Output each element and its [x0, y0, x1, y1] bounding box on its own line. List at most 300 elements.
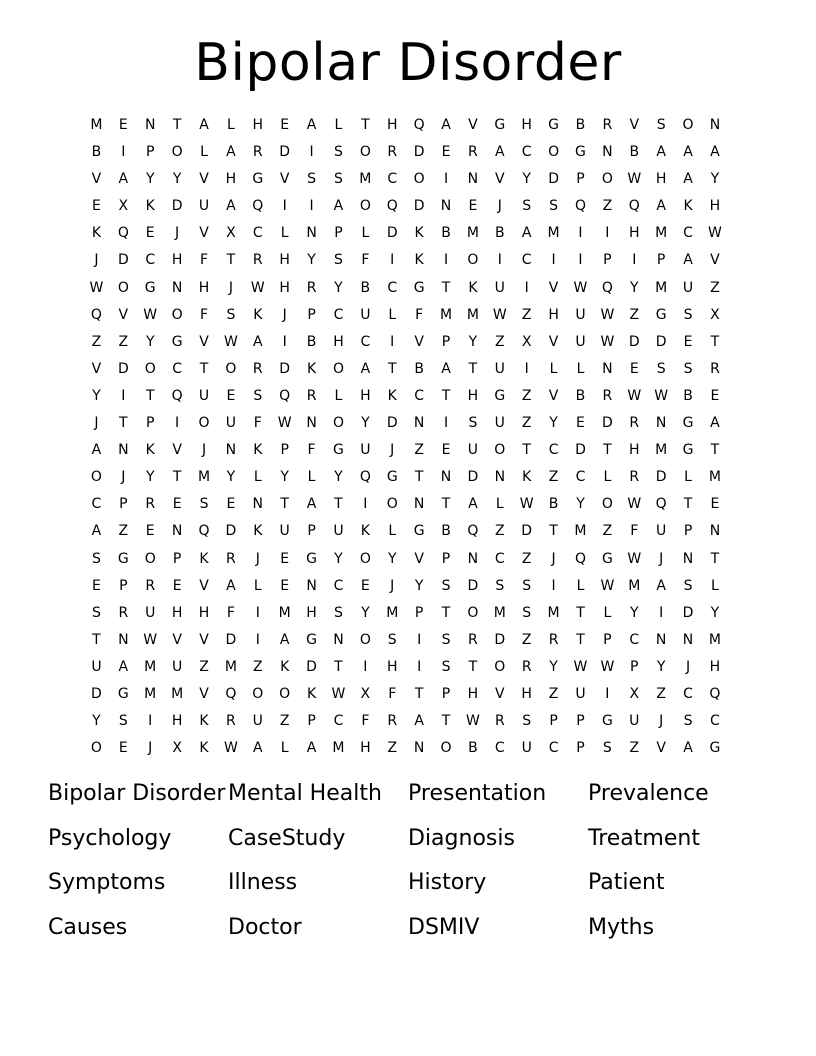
grid-letter: M	[466, 306, 479, 323]
grid-letter: S	[387, 631, 397, 648]
grid-letter: Q	[198, 523, 210, 540]
grid-letter: R	[387, 713, 398, 730]
grid-letter: U	[225, 415, 237, 432]
grid-letter: G	[682, 442, 694, 459]
word-list-item: Patient	[588, 870, 665, 896]
grid-letter: G	[601, 550, 613, 567]
grid-letter: W	[600, 658, 615, 675]
grid-letter: A	[333, 198, 344, 215]
grid-letter: A	[279, 631, 290, 648]
grid-letter: P	[119, 496, 128, 513]
grid-letter: C	[521, 252, 532, 269]
grid-letter: D	[225, 631, 237, 648]
grid-letter: J	[121, 469, 126, 486]
grid-letter: T	[226, 252, 236, 269]
grid-letter: A	[683, 740, 693, 757]
grid-letter: P	[549, 713, 558, 730]
grid-letter: G	[252, 171, 264, 188]
grid-letter: M	[332, 740, 345, 757]
grid-letter: S	[549, 198, 559, 215]
grid-letter: A	[656, 577, 666, 594]
grid-letter: R	[226, 550, 236, 567]
grid-letter: R	[252, 360, 263, 377]
grid-letter: D	[413, 144, 425, 161]
grid-letter: H	[279, 252, 290, 269]
grid-letter: L	[684, 469, 692, 486]
grid-letter: I	[255, 604, 260, 621]
grid-letter: V	[548, 387, 559, 404]
grid-letter: U	[682, 279, 694, 296]
grid-letter: G	[575, 144, 586, 161]
word-list-item: DSMIV	[408, 915, 480, 941]
grid-letter: N	[413, 740, 425, 757]
grid-letter: R	[710, 360, 720, 377]
grid-letter: I	[121, 144, 126, 161]
grid-letter: B	[91, 144, 102, 161]
grid-letter: A	[683, 252, 693, 269]
grid-letter: I	[390, 252, 395, 269]
grid-letter: L	[603, 604, 612, 621]
grid-letter: D	[682, 604, 694, 621]
grid-letter: L	[200, 144, 208, 161]
grid-letter: V	[199, 577, 209, 594]
word-list-item: Prevalence	[588, 781, 709, 806]
grid-letter: Y	[629, 604, 639, 621]
grid-letter: S	[334, 252, 343, 269]
grid-letter: X	[118, 198, 129, 215]
grid-letter: R	[226, 713, 236, 730]
grid-letter: S	[226, 306, 236, 323]
grid-letter: K	[360, 523, 370, 540]
grid-letter: O	[494, 658, 506, 675]
grid-letter: V	[629, 117, 640, 133]
grid-letter: J	[94, 252, 99, 269]
word-list-item: Illness	[228, 870, 298, 896]
grid-letter: O	[413, 171, 425, 188]
grid-letter: S	[334, 604, 343, 621]
grid-letter: N	[655, 631, 667, 648]
grid-letter: H	[252, 117, 264, 133]
grid-letter: H	[521, 685, 532, 702]
grid-letter: S	[334, 171, 343, 188]
letter-grid	[83, 112, 728, 762]
grid-letter: W	[708, 225, 722, 242]
grid-letter: N	[413, 496, 425, 513]
grid-letter: I	[121, 387, 126, 404]
grid-letter: Z	[252, 658, 263, 675]
grid-letter: A	[360, 360, 371, 377]
grid-letter: F	[226, 604, 235, 621]
grid-letter: T	[145, 387, 155, 404]
grid-letter: J	[685, 658, 691, 675]
grid-letter: U	[171, 658, 183, 675]
grid-letter: F	[630, 523, 639, 540]
grid-letter: V	[91, 360, 102, 377]
grid-letter: T	[441, 387, 451, 404]
grid-letter: O	[601, 171, 613, 188]
grid-letter: W	[573, 279, 588, 296]
grid-letter: V	[199, 171, 209, 188]
grid-letter: N	[440, 469, 452, 486]
grid-letter: V	[118, 306, 129, 323]
grid-letter: P	[172, 550, 182, 567]
grid-letter: K	[468, 279, 478, 296]
grid-letter: Y	[145, 333, 155, 350]
grid-letter: P	[441, 550, 451, 567]
grid-letter: P	[146, 415, 155, 432]
grid-letter: Q	[386, 198, 398, 215]
grid-letter: X	[360, 685, 371, 702]
grid-letter: X	[629, 685, 640, 702]
grid-letter: S	[656, 360, 666, 377]
grid-letter: K	[306, 685, 317, 702]
grid-letter: A	[441, 117, 451, 133]
grid-letter: W	[627, 550, 642, 567]
grid-letter: W	[331, 685, 346, 702]
grid-letter: T	[199, 360, 209, 377]
grid-letter: C	[575, 469, 586, 486]
grid-letter: Z	[521, 631, 532, 648]
grid-letter: Q	[225, 685, 237, 702]
grid-letter: M	[708, 469, 721, 486]
grid-letter: Y	[92, 713, 101, 730]
grid-letter: O	[144, 360, 156, 377]
grid-letter: T	[549, 523, 558, 540]
grid-letter: N	[602, 144, 613, 161]
grid-letter: Z	[521, 387, 532, 404]
grid-letter: O	[467, 252, 479, 269]
grid-letter: I	[632, 252, 637, 269]
grid-letter: Y	[549, 415, 558, 432]
grid-letter: Q	[252, 198, 264, 215]
grid-letter: M	[547, 225, 560, 242]
grid-letter: F	[361, 252, 370, 269]
grid-letter: I	[363, 658, 368, 675]
grid-letter: D	[467, 469, 479, 486]
grid-letter: D	[306, 658, 317, 675]
word-list	[48, 778, 768, 957]
grid-letter: I	[524, 279, 529, 296]
grid-letter: S	[441, 631, 451, 648]
grid-letter: O	[440, 740, 452, 757]
grid-letter: B	[441, 523, 451, 540]
grid-letter: A	[656, 144, 666, 161]
grid-letter: I	[255, 631, 260, 648]
grid-letter: O	[225, 360, 237, 377]
grid-letter: K	[253, 523, 263, 540]
grid-letter: M	[197, 469, 211, 486]
grid-letter: S	[656, 117, 666, 133]
grid-letter: D	[655, 469, 667, 486]
grid-letter: Y	[92, 387, 101, 404]
grid-letter: V	[199, 685, 209, 702]
grid-letter: V	[710, 252, 720, 269]
grid-letter: H	[386, 658, 398, 675]
grid-letter: V	[172, 442, 182, 459]
grid-letter: C	[333, 713, 344, 730]
grid-letter: K	[199, 713, 209, 730]
grid-letter: T	[441, 604, 451, 621]
grid-letter: N	[306, 415, 317, 432]
grid-letter: M	[628, 577, 641, 594]
grid-letter: I	[605, 685, 610, 702]
grid-letter: L	[576, 360, 585, 377]
grid-letter: W	[519, 496, 534, 513]
grid-letter: Z	[521, 550, 532, 567]
grid-letter: U	[494, 415, 505, 432]
grid-letter: G	[386, 469, 398, 486]
grid-letter: Z	[629, 306, 640, 323]
grid-letter: N	[306, 225, 317, 242]
grid-letter: O	[171, 306, 183, 323]
grid-letter: R	[629, 415, 640, 432]
grid-letter: I	[605, 225, 610, 242]
grid-letter: Q	[90, 306, 102, 323]
grid-letter: A	[468, 496, 478, 513]
grid-letter: M	[466, 225, 479, 242]
grid-letter: Z	[387, 740, 398, 757]
grid-letter: U	[521, 740, 532, 757]
grid-letter: N	[333, 631, 344, 648]
grid-letter: E	[172, 577, 182, 594]
grid-letter: Y	[468, 333, 478, 350]
grid-letter: J	[201, 442, 207, 459]
grid-letter: T	[710, 550, 720, 567]
grid-letter: O	[332, 360, 344, 377]
grid-letter: T	[468, 360, 478, 377]
grid-letter: A	[253, 333, 263, 350]
word-list-item: Treatment	[588, 825, 700, 851]
grid-letter: U	[252, 713, 263, 730]
grid-letter: Q	[601, 279, 613, 296]
grid-letter: K	[522, 469, 532, 486]
grid-letter: V	[548, 333, 559, 350]
grid-letter: C	[710, 713, 720, 730]
grid-letter: T	[441, 713, 451, 730]
grid-letter: C	[91, 496, 102, 513]
grid-letter: Z	[629, 740, 640, 757]
grid-letter: S	[334, 144, 343, 161]
grid-letter: S	[602, 740, 612, 757]
grid-letter: A	[306, 496, 317, 513]
grid-letter: P	[146, 144, 155, 161]
grid-letter: S	[441, 658, 451, 675]
grid-letter: H	[306, 604, 317, 621]
grid-letter: O	[359, 550, 371, 567]
grid-letter: W	[89, 279, 104, 296]
grid-letter: C	[494, 740, 505, 757]
grid-letter: W	[277, 415, 292, 432]
grid-letter: H	[628, 442, 640, 459]
grid-letter: S	[495, 577, 505, 594]
grid-letter: N	[709, 523, 721, 540]
word-list-item: Mental Health	[228, 781, 382, 806]
grid-letter: O	[359, 631, 371, 648]
grid-letter: J	[255, 550, 260, 567]
grid-letter: R	[468, 144, 478, 161]
grid-letter: Z	[521, 415, 532, 432]
grid-letter: A	[441, 360, 451, 377]
grid-letter: T	[603, 442, 612, 459]
grid-letter: G	[117, 685, 129, 702]
grid-letter: P	[414, 604, 424, 621]
grid-letter: V	[91, 171, 102, 188]
grid-letter: U	[145, 604, 156, 621]
grid-letter: U	[279, 523, 290, 540]
grid-letter: F	[361, 713, 370, 730]
grid-letter: Q	[117, 225, 129, 242]
grid-letter: Z	[199, 658, 209, 675]
grid-letter: Y	[387, 550, 397, 567]
grid-letter: Y	[307, 252, 316, 269]
grid-letter: S	[92, 550, 101, 567]
grid-letter: I	[148, 713, 153, 730]
grid-letter: O	[467, 604, 479, 621]
grid-letter: Z	[118, 333, 129, 350]
grid-letter: Y	[656, 658, 666, 675]
grid-letter: V	[656, 740, 666, 757]
grid-letter: N	[655, 415, 667, 432]
grid-letter: Y	[710, 171, 720, 188]
grid-letter: N	[494, 469, 506, 486]
grid-letter: N	[682, 550, 694, 567]
grid-letter: E	[441, 144, 451, 161]
grid-letter: R	[548, 631, 559, 648]
grid-letter: Y	[145, 171, 155, 188]
grid-letter: C	[494, 550, 505, 567]
grid-letter: H	[360, 387, 371, 404]
grid-letter: V	[495, 685, 505, 702]
grid-letter: I	[309, 144, 314, 161]
grid-letter: I	[443, 171, 449, 188]
grid-letter: I	[659, 604, 664, 621]
grid-letter: A	[253, 740, 263, 757]
grid-letter: N	[171, 279, 183, 296]
grid-letter: Y	[361, 604, 370, 621]
grid-letter: H	[521, 117, 532, 133]
grid-letter: Z	[602, 198, 613, 215]
grid-letter: R	[602, 387, 613, 404]
grid-letter: T	[92, 631, 101, 648]
grid-letter: N	[118, 442, 129, 459]
grid-letter: Y	[414, 577, 424, 594]
grid-letter: O	[386, 496, 398, 513]
grid-letter: R	[521, 658, 532, 675]
grid-letter: L	[253, 469, 262, 486]
grid-letter: Q	[574, 550, 586, 567]
grid-letter: M	[708, 631, 721, 648]
grid-letter: O	[332, 415, 344, 432]
grid-letter: T	[683, 496, 693, 513]
word-list-item: Doctor	[228, 915, 302, 941]
grid-letter: P	[683, 523, 693, 540]
grid-letter: D	[628, 333, 640, 350]
grid-letter: B	[548, 496, 559, 513]
grid-letter: D	[117, 252, 129, 269]
grid-letter: Q	[628, 198, 640, 215]
grid-letter: A	[414, 713, 424, 730]
grid-letter: N	[467, 171, 479, 188]
grid-letter: U	[198, 198, 210, 215]
grid-letter: P	[119, 577, 128, 594]
grid-letter: C	[387, 171, 398, 188]
grid-letter: L	[388, 523, 397, 540]
grid-letter: G	[117, 550, 129, 567]
grid-letter: B	[306, 333, 317, 350]
grid-letter: P	[576, 713, 585, 730]
grid-letter: U	[91, 658, 102, 675]
grid-letter: Q	[413, 117, 425, 133]
grid-letter: M	[144, 685, 157, 702]
word-list-item: Symptoms	[48, 870, 166, 896]
grid-letter: V	[199, 631, 209, 648]
grid-letter: R	[602, 117, 613, 133]
grid-letter: P	[630, 658, 639, 675]
grid-letter: S	[522, 577, 532, 594]
grid-letter: T	[522, 442, 531, 459]
grid-letter: S	[683, 713, 693, 730]
grid-letter: V	[468, 117, 478, 133]
grid-letter: M	[171, 685, 184, 702]
grid-letter: N	[118, 631, 129, 648]
grid-letter: T	[441, 279, 451, 296]
grid-letter: V	[199, 333, 209, 350]
grid-letter: E	[710, 387, 720, 404]
grid-letter: C	[521, 144, 532, 161]
grid-letter: U	[629, 713, 640, 730]
grid-letter: E	[172, 496, 182, 513]
grid-letter: A	[91, 442, 102, 459]
grid-letter: J	[282, 306, 287, 323]
grid-letter: W	[627, 171, 642, 188]
grid-letter: K	[91, 225, 102, 242]
grid-letter: S	[522, 198, 532, 215]
grid-letter: L	[711, 577, 719, 594]
grid-letter: Q	[359, 469, 371, 486]
grid-letter: C	[333, 306, 344, 323]
grid-letter: Z	[710, 279, 720, 296]
grid-letter: V	[495, 171, 505, 188]
grid-letter: C	[333, 577, 344, 594]
grid-letter: M	[144, 658, 157, 675]
grid-letter: H	[171, 604, 183, 621]
grid-letter: G	[548, 117, 560, 133]
grid-letter: X	[710, 306, 720, 323]
grid-letter: V	[414, 550, 424, 567]
grid-letter: E	[360, 577, 370, 594]
grid-letter: H	[548, 306, 559, 323]
grid-letter: K	[683, 198, 693, 215]
grid-letter: A	[306, 740, 317, 757]
grid-letter: E	[226, 496, 236, 513]
grid-letter: G	[413, 279, 425, 296]
grid-letter: H	[171, 252, 183, 269]
grid-letter: T	[414, 469, 424, 486]
grid-letter: U	[360, 442, 371, 459]
grid-letter: I	[578, 252, 583, 269]
grid-letter: M	[547, 604, 560, 621]
grid-letter: M	[224, 658, 237, 675]
word-list-item: Presentation	[408, 781, 547, 806]
grid-letter: L	[603, 469, 612, 486]
grid-letter: D	[601, 415, 613, 432]
grid-letter: W	[492, 306, 507, 323]
grid-letter: M	[655, 442, 668, 459]
grid-letter: A	[710, 144, 720, 161]
grid-letter: E	[710, 496, 720, 513]
grid-letter: W	[223, 740, 238, 757]
grid-letter: Q	[574, 198, 586, 215]
